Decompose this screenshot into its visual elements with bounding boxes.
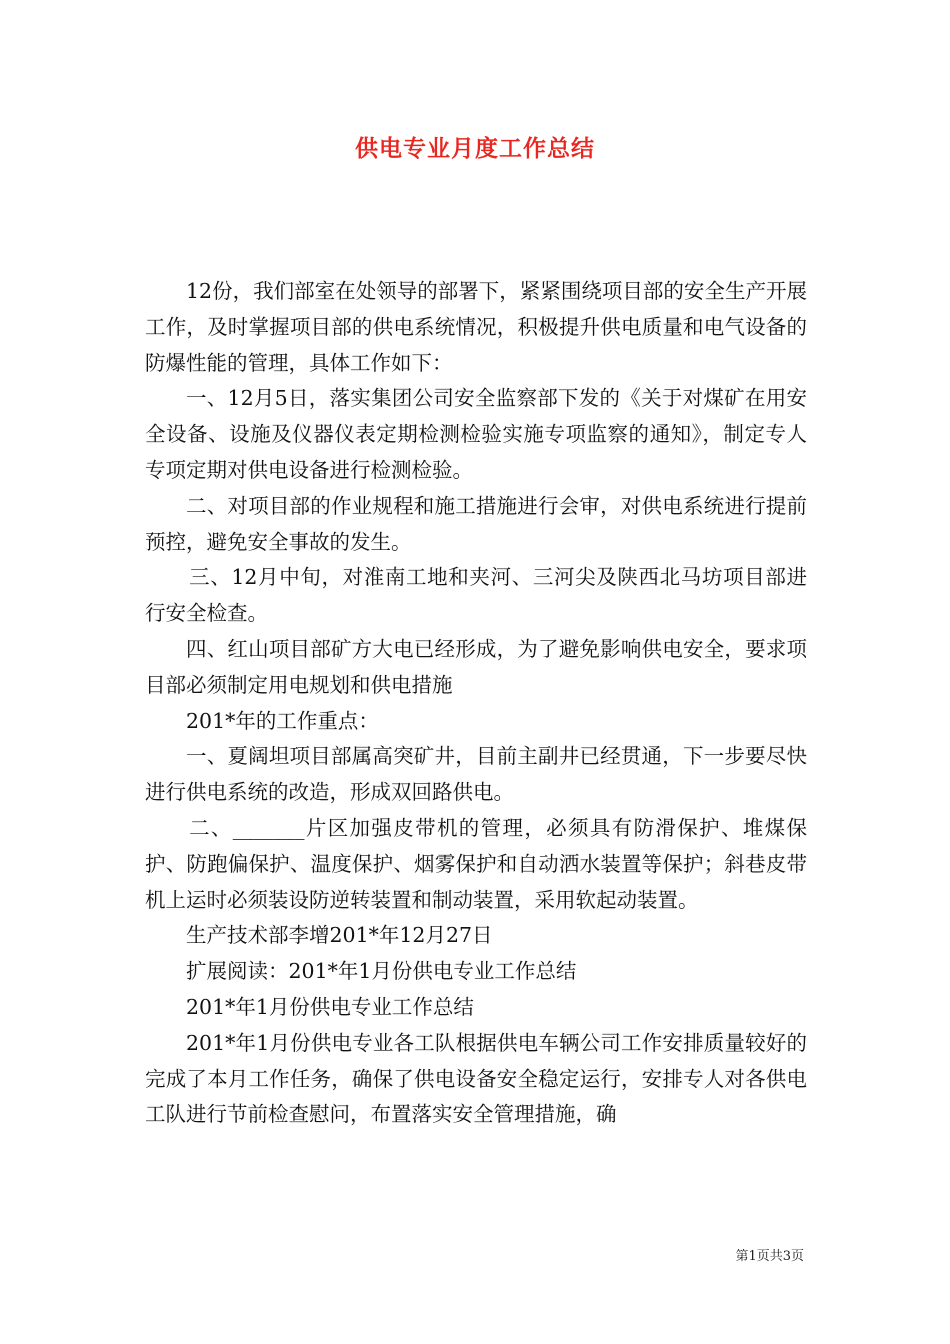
paragraph-focus-1: 一、夏阔坦项目部属高突矿井，目前主副井已经贯通，下一步要尽快进行供电系统的改造，形成双回路供电。 (145, 744, 807, 805)
paragraph-intro: 12份，我们部室在处领导的部署下，紧紧围绕项目部的安全生产开展工作，及时掌握项目部的供电系统情况，积极提升供电质量和电气设备的防爆性能的管理，具体工作如下： (145, 279, 807, 375)
document-body (145, 274, 807, 1133)
paragraph-item-1: 一、12月5日，落实集团公司安全监察部下发的《关于对煤矿在用安全设备、设施及仪器仪表定期检测检验实施专项监察的通知》，制定专人专项定期对供电设备进行检测检验。 (145, 386, 807, 482)
document-title: 供电专业月度工作总结 (355, 135, 595, 162)
paragraph-item-3: 三、12月中旬，对淮南工地和夹河、三河尖及陕西北马坊项目部进行安全检查。 (145, 565, 807, 626)
paragraph-extended-reading: 扩展阅读：201*年1月份供电专业工作总结 (186, 959, 577, 984)
paragraph-item-4: 四、红山项目部矿方大电已经形成，为了避免影响供电安全，要求项目部必须制定用电规划和供电措施 (145, 636, 807, 697)
paragraph-january-summary: 201*年1月份供电专业各工队根据供电车辆公司工作安排质量较好的完成了本月工作任务，确保了供电设备安全稳定运行，安排专人对各供电工队进行节前检查慰问，布置落实安全管理措施，确 (145, 1030, 807, 1127)
paragraph-signature: 生产技术部李增201*年12月27日 (186, 923, 493, 948)
paragraph-focus-2: 二、_______片区加强皮带机的管理，必须具有防滑保护、堆煤保护、防跑偏保护、温度保护、烟雾保护和自动洒水装置等保护；斜巷皮带机上运时必须装设防逆转装置和制动装置，采用软起动装置。 (145, 815, 807, 912)
paragraph-focus-heading: 201*年的工作重点： (186, 708, 379, 733)
paragraph-subtitle: 201*年1月份供电专业工作总结 (186, 994, 474, 1019)
page-number: 第1页共3页 (735, 1249, 804, 1264)
paragraph-item-2: 二、对项目部的作业规程和施工措施进行会审，对供电系统进行提前预控，避免安全事故的发生。 (145, 493, 807, 554)
